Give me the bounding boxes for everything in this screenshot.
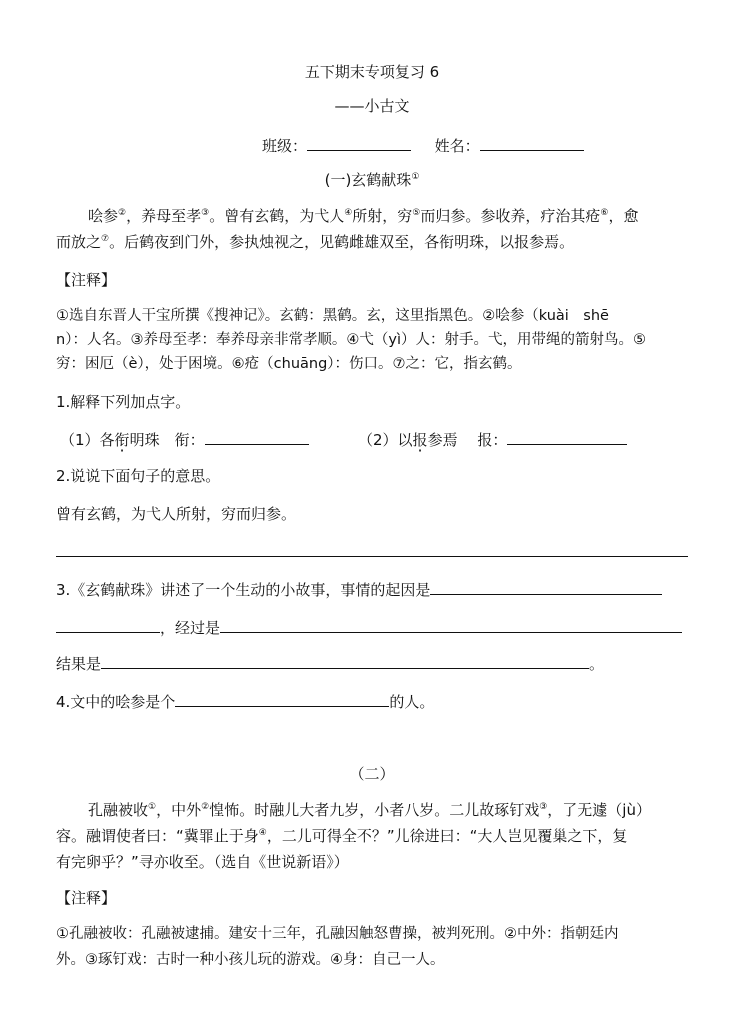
question-1b: （2）以报参焉 报： <box>358 428 627 450</box>
name-label: 姓名： <box>434 137 480 155</box>
text-run: ，了无遽（jù） <box>547 801 651 819</box>
answer-blank-1a[interactable] <box>205 428 309 445</box>
text-run: 孔融被收 <box>88 801 149 819</box>
dotted-char-bao: 报 <box>412 431 428 449</box>
note-marker: ⑥ <box>600 208 609 218</box>
question-3-line-3: 结果是 。 <box>56 652 604 674</box>
answer-blank-3-cause[interactable] <box>430 578 662 595</box>
page-subtitle: ——小古文 <box>334 97 410 115</box>
text-run: 。后鹤夜到门外，参执烛视之，见鹤雌雄双至，各衔明珠，以报参焉。 <box>109 233 575 251</box>
text-run: 哙参 <box>88 207 119 225</box>
note-marker: ⑤ <box>412 208 421 218</box>
notes2-line-1: ①孔融被收：孔融被逮捕。建安十三年，孔融因触怒曹操，被判死刑。②中外：指朝廷内 <box>56 926 619 942</box>
note-marker: ④ <box>258 828 267 838</box>
question-1: 1.解释下列加点字。 <box>56 393 191 411</box>
notes1-line-3: 穷：困厄（è），处于困境。⑥疮（chuāng）：伤口。⑦之：它，指玄鹤。 <box>56 356 522 372</box>
note-marker: ⑦ <box>101 234 110 244</box>
class-label: 班级： <box>262 137 308 155</box>
text-run: 惶怖。时融儿大者九岁，小者八岁。二儿故琢钉戏 <box>209 801 540 819</box>
answer-blank-3-result[interactable] <box>101 652 589 669</box>
question-2: 2.说说下面句子的意思。 <box>56 467 221 485</box>
text-run: 所射，穷 <box>352 207 413 225</box>
notes2-line-2: 外。③琢钉戏：古时一种小孩儿玩的游戏。④身：自己一人。 <box>56 952 445 968</box>
text-run: 而放之 <box>56 233 102 251</box>
passage2-line-2 <box>56 826 627 846</box>
answer-blank-3-cause-cont[interactable] <box>56 616 160 633</box>
note-marker: ③ <box>201 208 210 218</box>
passage1-title-text: (一)玄鹤献珠 <box>324 171 412 189</box>
class-name-row <box>262 134 584 156</box>
text-run: 。曾有玄鹤，为弋人 <box>209 207 345 225</box>
text-run: ，养母至孝 <box>126 207 202 225</box>
passage2-line-3: 有完卵乎？”寻亦收至。（选自《世说新语》） <box>56 853 349 871</box>
answer-blank-3-process[interactable] <box>220 616 682 633</box>
notes1-line-1: ①选自东晋人干宝所撰《搜神记》。玄鹤：黑鹤。玄，这里指黑色。②哙参（kuài shē <box>56 308 609 324</box>
question-2-sentence: 曾有玄鹤，为弋人所射，穷而归参。 <box>56 505 297 523</box>
note-marker: ④ <box>344 208 353 218</box>
note-marker: ② <box>118 208 127 218</box>
page-title: 五下期末专项复习 6 <box>304 63 440 81</box>
passage1-title-note: ① <box>411 172 420 182</box>
answer-blank-4[interactable] <box>175 690 389 707</box>
dotted-char-xian: 衔 <box>114 431 130 449</box>
text-run: ，中外 <box>156 801 202 819</box>
notes-heading-2: 【注释】 <box>56 889 117 907</box>
notes-heading-1: 【注释】 <box>56 271 117 289</box>
passage2-title: （二） <box>349 765 395 783</box>
class-blank[interactable] <box>307 134 411 151</box>
answer-blank-1b[interactable] <box>507 428 627 445</box>
text-run: ，愈 <box>608 207 639 225</box>
text-run: 容。融谓使者曰：“冀罪止于身 <box>56 827 259 845</box>
question-1a: （1）各衔明珠 衔： <box>60 428 309 450</box>
passage1-title <box>0 170 744 190</box>
note-marker: ③ <box>539 802 548 812</box>
passage1-line-2 <box>56 232 574 252</box>
text-run: 而归参。参收养，疗治其疮 <box>420 207 601 225</box>
note-marker: ① <box>148 802 157 812</box>
question-3-line-2: ，经过是 <box>56 616 682 638</box>
text-run: ，二儿可得全不？”儿徐进曰：“大人岂见覆巢之下，复 <box>266 827 628 845</box>
passage2-line-1 <box>88 800 651 820</box>
answer-line-2[interactable] <box>56 556 688 557</box>
question-4: 4.文中的哙参是个 的人。 <box>56 690 434 712</box>
passage1-line-1 <box>88 206 638 226</box>
name-blank[interactable] <box>480 134 584 151</box>
question-3-line-1: 3.《玄鹤献珠》讲述了一个生动的小故事，事情的起因是 <box>56 578 662 600</box>
note-marker: ② <box>201 802 210 812</box>
notes1-line-2: n）：人名。③养母至孝：奉养母亲非常孝顺。④弋（yì）人：射手。弋，用带绳的箭射鸟。⑤ <box>56 332 647 348</box>
